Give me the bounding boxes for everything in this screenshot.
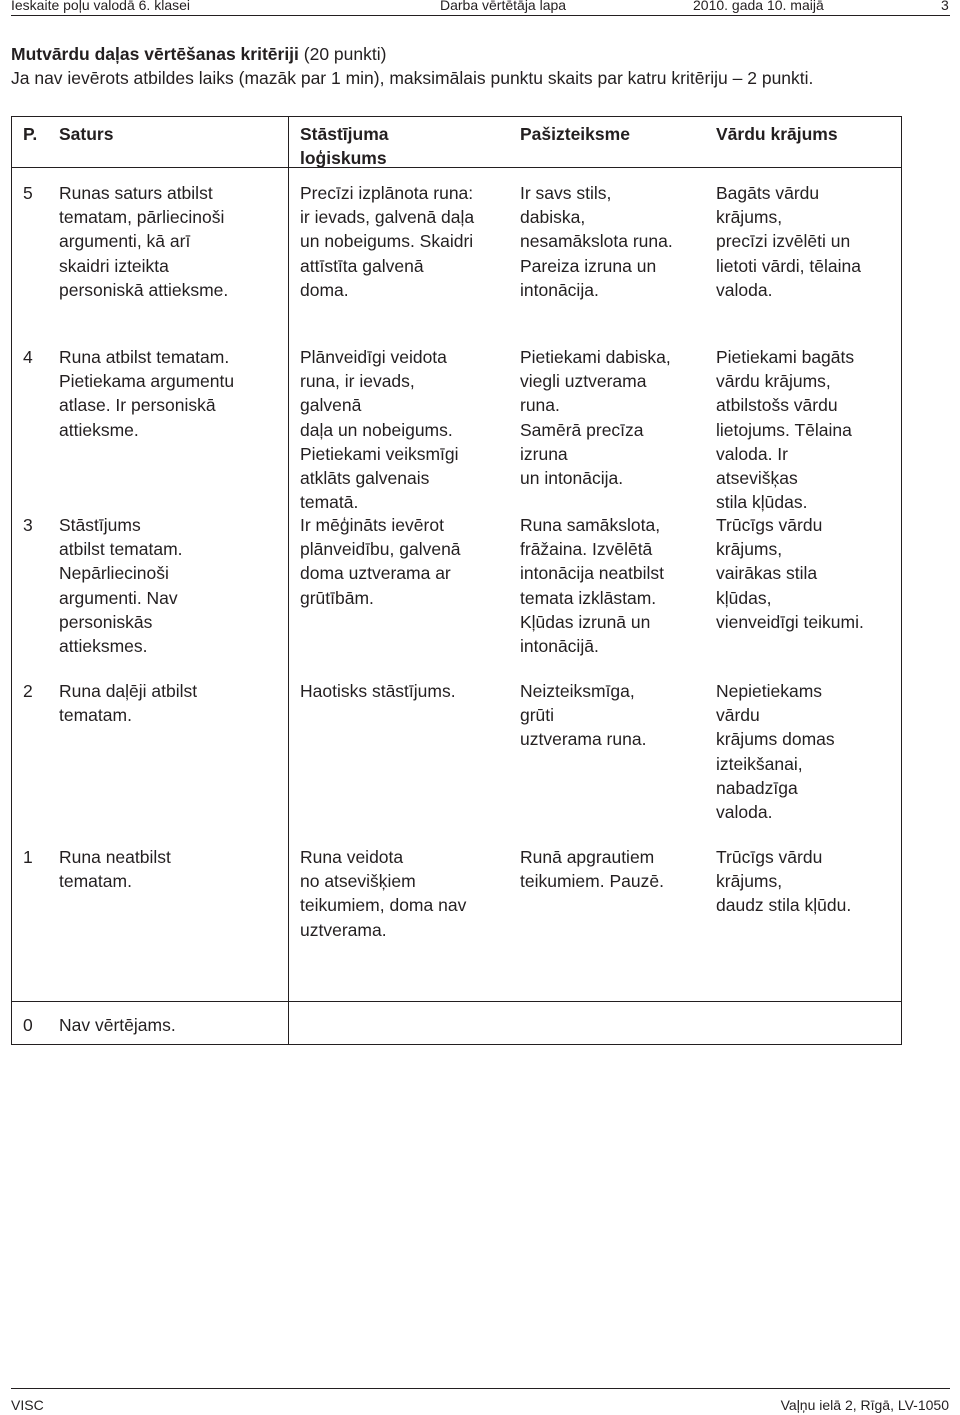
row-logic-cell: Plānveidīgi veidota runa, ir ievads, galvenā daļa un nobeigums. Pietiekami veiksmīgi atklāts galvenais tematā.: [300, 347, 459, 513]
header-row-divider: [12, 167, 901, 168]
row-points: 0: [23, 1015, 33, 1035]
row-points: 2: [23, 681, 33, 701]
footer-address: Vaļņu ielā 2, Rīgā, LV-1050: [780, 1397, 949, 1413]
criteria-title: Mutvārdu daļas vērtēšanas kritēriji (20 punkti): [11, 44, 387, 64]
row-logic-cell: Precīzi izplānota runa: ir ievads, galvenā daļa un nobeigums. Skaidri attīstīta galvenā doma.: [300, 183, 475, 300]
row-content-cell: Runa daļēji atbilst tematam.: [59, 681, 198, 726]
row-expression-cell: Ir savs stils, dabiska, nesamākslota runa. Pareiza izruna un intonācija.: [520, 183, 673, 300]
row-vocabulary-cell: Trūcīgs vārdu krājums, vairākas stila kļūdas, vienveidīgi teikumi.: [716, 515, 864, 632]
row-expression-cell: Neizteiksmīga, grūti uztverama runa.: [520, 681, 647, 750]
row-logic-cell: Haotisks stāstījums.: [300, 681, 456, 701]
criteria-table: [11, 116, 902, 1045]
row-expression-cell: Runā apgrautiem teikumiem. Pauzē.: [520, 847, 664, 892]
row-points: 3: [23, 515, 33, 535]
criteria-intro: [11, 42, 813, 90]
row-logic-cell: Ir mēģināts ievērot plānveidību, galvenā doma uztverama ar grūtībām.: [300, 515, 461, 608]
row-points: 1: [23, 847, 33, 867]
header-document-title: Ieskaite poļu valodā 6. klasei: [11, 0, 190, 13]
row-vocabulary-cell: Bagāts vārdu krājums, precīzi izvēlēti un lietoti vārdi, tēlaina valoda.: [716, 183, 861, 300]
row-points: 5: [23, 183, 33, 203]
header-content: Saturs: [59, 124, 114, 144]
row-content-cell: Nav vērtējams.: [59, 1015, 176, 1035]
row-content-cell: Runa atbilst tematam. Pietiekama argumentu atlase. Ir personiskā attieksme.: [59, 347, 235, 440]
row-expression-cell: Pietiekami dabiska, viegli uztverama runa. Samērā precīza izruna un intonācija.: [520, 347, 671, 489]
page-header: [0, 0, 960, 14]
row-vocabulary-cell: Nepietiekams vārdu krājums domas izteikšanai, nabadzīga valoda.: [716, 681, 835, 823]
header-vocabulary: Vārdu krājums: [716, 124, 838, 144]
footer-publisher: VISC: [11, 1397, 44, 1413]
row-content-cell: Stāstījums atbilst tematam. Nepārliecinoši argumenti. Nav personiskās attieksmes.: [59, 515, 183, 657]
row-vocabulary-cell: Trūcīgs vārdu krājums, daudz stila kļūdu.: [716, 847, 852, 916]
column-divider: [288, 117, 289, 1044]
header-logic: Stāstījuma loģiskums: [300, 124, 389, 169]
header-points: P.: [23, 124, 38, 144]
zero-row-divider: [12, 1001, 901, 1002]
row-expression-cell: Runa samākslota, frāžaina. Izvēlētā intonācija neatbilst temata izklāstam. Kļūdas izrunā un intonācijā.: [520, 515, 664, 657]
row-content-cell: Runas saturs atbilst tematam, pārliecinoši argumenti, kā arī skaidri izteikta personiskā attieksme.: [59, 183, 229, 300]
header-rule: [11, 15, 950, 16]
row-points: 4: [23, 347, 33, 367]
row-vocabulary-cell: Pietiekami bagāts vārdu krājums, atbilstošs vārdu lietojums. Tēlaina valoda. Ir atsevišķas stila kļūdas.: [716, 347, 855, 513]
row-content-cell: Runa neatbilst tematam.: [59, 847, 171, 892]
header-expression: Pašizteiksme: [520, 124, 630, 144]
header-page-number: 3: [941, 0, 949, 13]
header-date: 2010. gada 10. maijā: [693, 0, 824, 13]
footer-rule: [11, 1388, 950, 1389]
row-logic-cell: Runa veidota no atsevišķiem teikumiem, doma nav uztverama.: [300, 847, 467, 940]
criteria-note: Ja nav ievērots atbildes laiks (mazāk par 1 min), maksimālais punktu skaits par katru kritēriju – 2 punkti.: [11, 68, 814, 88]
header-sheet-name: Darba vērtētāja lapa: [440, 0, 567, 13]
